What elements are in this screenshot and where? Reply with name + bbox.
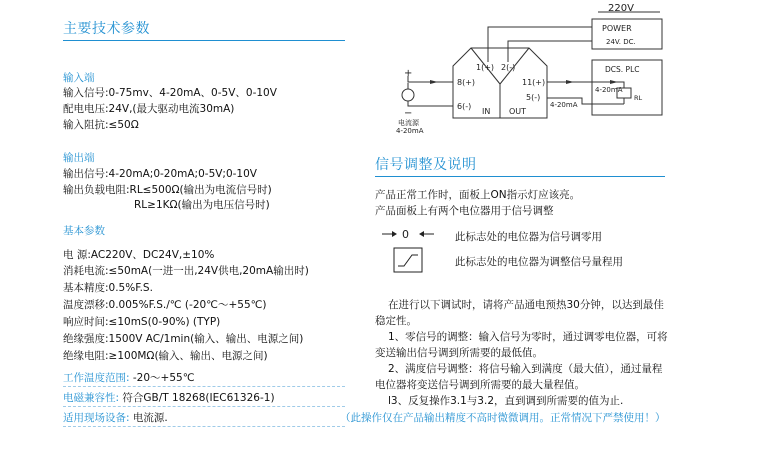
current-source-symbol xyxy=(402,89,414,101)
intro-line-1: 产品正常工作时，面板上ON指示灯应该亮。 xyxy=(375,189,581,201)
env-temp-label: 工作温度范围: xyxy=(63,372,130,384)
input-heading: 输入端 xyxy=(63,72,95,84)
ac-voltage-label: 220V xyxy=(608,3,634,14)
zero-adjust-icon xyxy=(380,224,436,244)
step-line-2: 稳定性。 xyxy=(375,315,417,327)
env-divider-2 xyxy=(63,406,345,407)
pin-11-label: 11(+) xyxy=(522,78,546,87)
output-heading: 输出端 xyxy=(63,152,95,164)
env-emc xyxy=(63,390,275,405)
dcs-label: DCS. PLC xyxy=(605,65,640,74)
env-divider-1 xyxy=(63,386,345,387)
params-title: 主要技术参数 xyxy=(63,21,150,37)
power-label: POWER xyxy=(602,24,632,33)
dcs-arrow-icon xyxy=(610,80,618,84)
span-adjust-desc: 此标志处的电位器为调整信号量程用 xyxy=(455,256,623,268)
input-minus-label: − xyxy=(404,108,413,119)
basic-line-6: 绝缘强度:1500V AC/1min(输入、输出、电源之间) xyxy=(63,333,304,345)
power-wire-plus xyxy=(488,27,592,62)
env-temp xyxy=(63,370,195,385)
input-plus-label: + xyxy=(404,68,413,79)
warning-note: （此操作仅在产品输出精度不高时微微调用。正常情况下严禁使用！） xyxy=(340,412,666,424)
env-emc-value: 符合GB/T 18268(IEC61326-1) xyxy=(119,392,275,404)
step-line-1: 在进行以下调试时，请将产品通电预热30分钟，以达到最佳 xyxy=(388,299,664,311)
pin-6-label: 6(-) xyxy=(457,102,472,111)
pin-8-label: 8(+) xyxy=(457,78,476,87)
in-label: IN xyxy=(482,107,491,116)
step-line-7: l3、反复操作3.1与3.2，直到调到所需要的值为止. xyxy=(388,395,624,407)
pin-2-label: 2(-) xyxy=(501,63,516,72)
output-current-label: 4-20mA xyxy=(550,101,578,109)
rl-label: RL xyxy=(634,94,643,102)
basic-line-1: 电 源:AC220V、DC24V,±10% xyxy=(63,249,215,261)
output-line-1: 输出信号:4-20mA;0-20mA;0-5V;0-10V xyxy=(63,168,257,180)
basic-line-3: 基本精度:0.5%F.S. xyxy=(63,282,153,294)
env-divider-3 xyxy=(63,426,345,427)
power-sub-label: 24V. DC. xyxy=(606,38,636,46)
output-line-2: 输出负载电阻:RL≤500Ω(输出为电流信号时) xyxy=(63,184,272,196)
adjust-title-rule xyxy=(375,176,665,177)
input-arrow-icon xyxy=(430,80,438,84)
zero-adjust-desc: 此标志处的电位器为信号调零用 xyxy=(455,231,602,243)
source-label-2: 4-20mA xyxy=(396,127,424,135)
input-wire-minus xyxy=(408,104,453,106)
step-line-4: 变送输出信号调到所需要的最低值。 xyxy=(375,347,543,359)
output-line-3: RL≥1KΩ(输出为电压信号时) xyxy=(134,199,270,211)
svg-text:0: 0 xyxy=(402,228,409,241)
pin-5-label: 5(-) xyxy=(526,93,541,102)
params-title-rule xyxy=(63,40,345,41)
step-line-6: 电位器将变送信号调到所需要的最大量程值。 xyxy=(375,379,585,391)
env-device xyxy=(63,410,168,425)
adjust-title: 信号调整及说明 xyxy=(375,157,477,173)
wiring-diagram xyxy=(370,0,670,140)
basic-line-4: 温度漂移:0.005%F.S./℃ (-20℃～+55℃) xyxy=(63,299,267,311)
basic-line-2: 消耗电流:≤50mA(一进一出,24V供电,20mA输出时) xyxy=(63,265,309,277)
basic-line-7: 绝缘电阻:≥100MΩ(输入、输出、电源之间) xyxy=(63,350,268,362)
env-device-label: 适用现场设备: xyxy=(63,412,130,424)
input-line-2: 配电电压:24V,(最大驱动电流30mA) xyxy=(63,103,235,115)
intro-line-2: 产品面板上有两个电位器用于信号调整 xyxy=(375,205,554,217)
input-line-3: 输入阻抗:≤50Ω xyxy=(63,119,139,131)
step-line-3: 1、零信号的调整：输入信号为零时，通过调零电位器，可将 xyxy=(388,331,668,343)
pin-1-label: 1(+) xyxy=(476,63,495,72)
span-adjust-icon xyxy=(393,247,423,273)
env-emc-label: 电磁兼容性: xyxy=(63,392,120,404)
dcs-current-label: 4-20mA xyxy=(595,86,623,94)
step-line-5: 2、满度信号调整：将信号输入到满度（最大值），通过量程 xyxy=(388,363,663,375)
basic-line-5: 响应时间:≤10mS(0-90%) (TYP) xyxy=(63,316,221,328)
out-label: OUT xyxy=(509,107,527,116)
env-temp-value: -20～+55℃ xyxy=(129,372,195,384)
basic-heading: 基本参数 xyxy=(63,225,105,237)
input-line-1: 输入信号:0-75mv、4-20mA、0-5V、0-10V xyxy=(63,87,277,99)
source-label-1: 电流源 xyxy=(398,119,419,127)
output-arrow-icon xyxy=(566,80,574,84)
env-device-value: 电流源. xyxy=(129,412,168,424)
